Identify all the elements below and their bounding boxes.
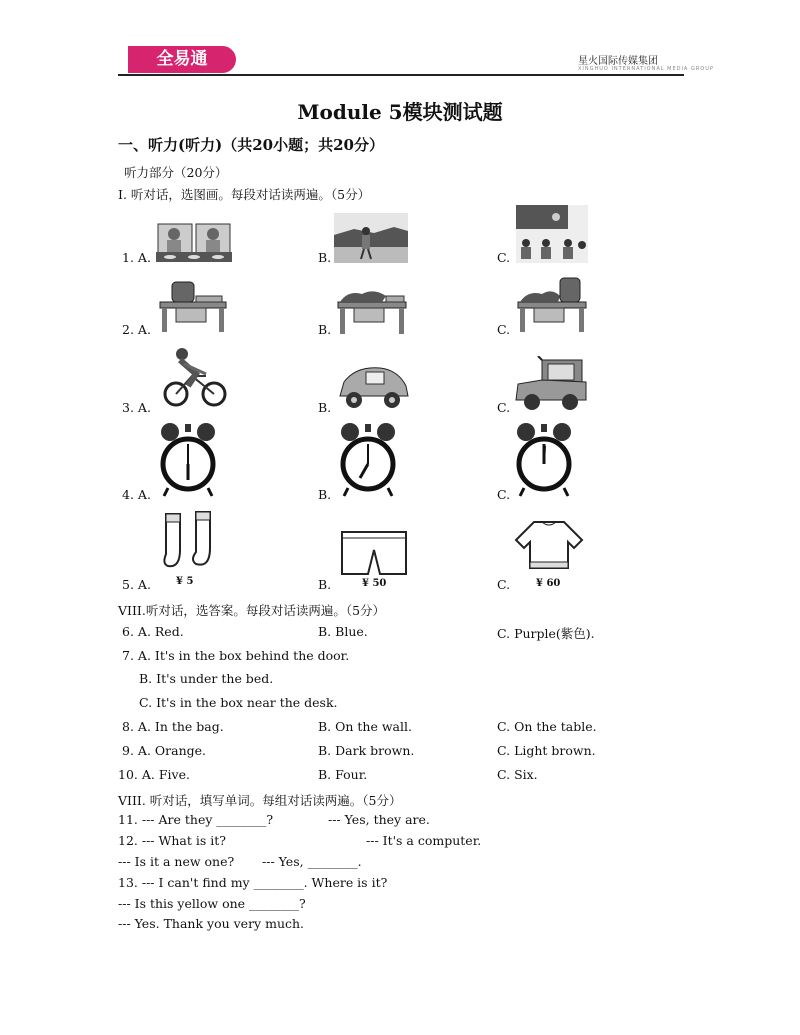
jeep-picture bbox=[512, 356, 588, 412]
section-heading: 一、听力(听力)（共20小题；共20分） bbox=[118, 136, 384, 154]
q8-option-b: B. On the wall. bbox=[318, 719, 412, 734]
q5-c-label: C. bbox=[497, 577, 511, 592]
q2-c-label: C. bbox=[497, 322, 511, 337]
q9-option-b: B. Dark brown. bbox=[318, 743, 415, 758]
q4-c-label: C. bbox=[497, 487, 511, 502]
part3-instruction: VIII. 听对话，填写单词。每组对话读两遍。（5分） bbox=[118, 793, 402, 808]
part1-instruction: I. 听对话，选图画。每段对话读两遍。（5分） bbox=[118, 187, 371, 202]
q2-label: 2. A. bbox=[122, 322, 151, 337]
q3-b-label: B. bbox=[318, 400, 332, 415]
q12-line-c: --- Is it a new one? bbox=[118, 854, 235, 869]
socks-price: ¥ 5 bbox=[176, 576, 194, 587]
q3-label: 3. A. bbox=[122, 400, 151, 415]
publisher-subtitle: XINGHUO INTERNATIONAL MEDIA GROUP bbox=[578, 66, 714, 72]
part2-instruction: VIII.听对话，选答案。每段对话读两遍。（5分） bbox=[118, 603, 386, 618]
logo: 全易通 bbox=[128, 46, 236, 73]
q12-line-d: --- Yes, ________. bbox=[262, 854, 362, 869]
q7-option-b: B. It's under the bed. bbox=[139, 671, 274, 686]
sweater-picture bbox=[512, 518, 586, 574]
q1-label: 1. A. bbox=[122, 250, 151, 265]
q13-line-c: --- Yes. Thank you very much. bbox=[118, 916, 305, 931]
q7-option-a: 7. A. It's in the box behind the door. bbox=[122, 648, 350, 663]
listening-part-label: 听力部分（20分） bbox=[124, 165, 228, 180]
classroom-picture bbox=[516, 205, 588, 263]
shorts-price: ¥ 50 bbox=[362, 578, 387, 589]
clock-seven-picture bbox=[340, 422, 396, 498]
q5-label: 5. A. bbox=[122, 577, 151, 592]
q11-line-a: 11. --- Are they ________? bbox=[118, 812, 274, 827]
clothes-on-desk-picture bbox=[336, 288, 408, 336]
q12-line-a: 12. --- What is it? bbox=[118, 833, 226, 848]
children-eating-picture bbox=[156, 218, 232, 264]
socks-picture bbox=[160, 510, 226, 574]
q6-option-a: 6. A. Red. bbox=[122, 624, 184, 639]
q8-option-c: C. On the table. bbox=[497, 719, 597, 734]
q4-b-label: B. bbox=[318, 487, 332, 502]
clock-six-picture bbox=[160, 422, 216, 498]
q6-option-b: B. Blue. bbox=[318, 624, 368, 639]
q2-b-label: B. bbox=[318, 322, 332, 337]
shorts-picture bbox=[340, 530, 408, 578]
page-title: Module 5模块测试题 bbox=[297, 100, 503, 124]
q13-line-a: 13. --- I can't find my ________. Where is it? bbox=[118, 875, 388, 890]
q10-option-a: 10. A. Five. bbox=[118, 767, 190, 782]
q6-option-c: C. Purple(紫色). bbox=[497, 626, 595, 641]
small-car-picture bbox=[336, 362, 410, 410]
q1-c-label: C. bbox=[497, 250, 511, 265]
bicycle-picture bbox=[162, 346, 228, 408]
q11-line-b: --- Yes, they are. bbox=[328, 812, 430, 827]
sweater-price: ¥ 60 bbox=[536, 578, 561, 589]
bag-clothes-desk-picture bbox=[516, 274, 588, 334]
q12-line-b: --- It's a computer. bbox=[366, 833, 482, 848]
header-rule bbox=[118, 74, 684, 76]
boy-walking-picture bbox=[334, 213, 408, 263]
q8-option-a: 8. A. In the bag. bbox=[122, 719, 224, 734]
publisher-name: 星火国际传媒集团 bbox=[578, 56, 658, 67]
q3-c-label: C. bbox=[497, 400, 511, 415]
q9-option-a: 9. A. Orange. bbox=[122, 743, 206, 758]
q4-label: 4. A. bbox=[122, 487, 151, 502]
q10-option-c: C. Six. bbox=[497, 767, 538, 782]
q5-b-label: B. bbox=[318, 577, 332, 592]
q7-option-c: C. It's in the box near the desk. bbox=[139, 695, 338, 710]
q1-b-label: B. bbox=[318, 250, 332, 265]
clock-twelve-picture bbox=[516, 422, 572, 498]
bag-on-desk-picture bbox=[158, 278, 228, 334]
q10-option-b: B. Four. bbox=[318, 767, 368, 782]
q13-line-b: --- Is this yellow one ________? bbox=[118, 896, 306, 911]
q9-option-c: C. Light brown. bbox=[497, 743, 596, 758]
